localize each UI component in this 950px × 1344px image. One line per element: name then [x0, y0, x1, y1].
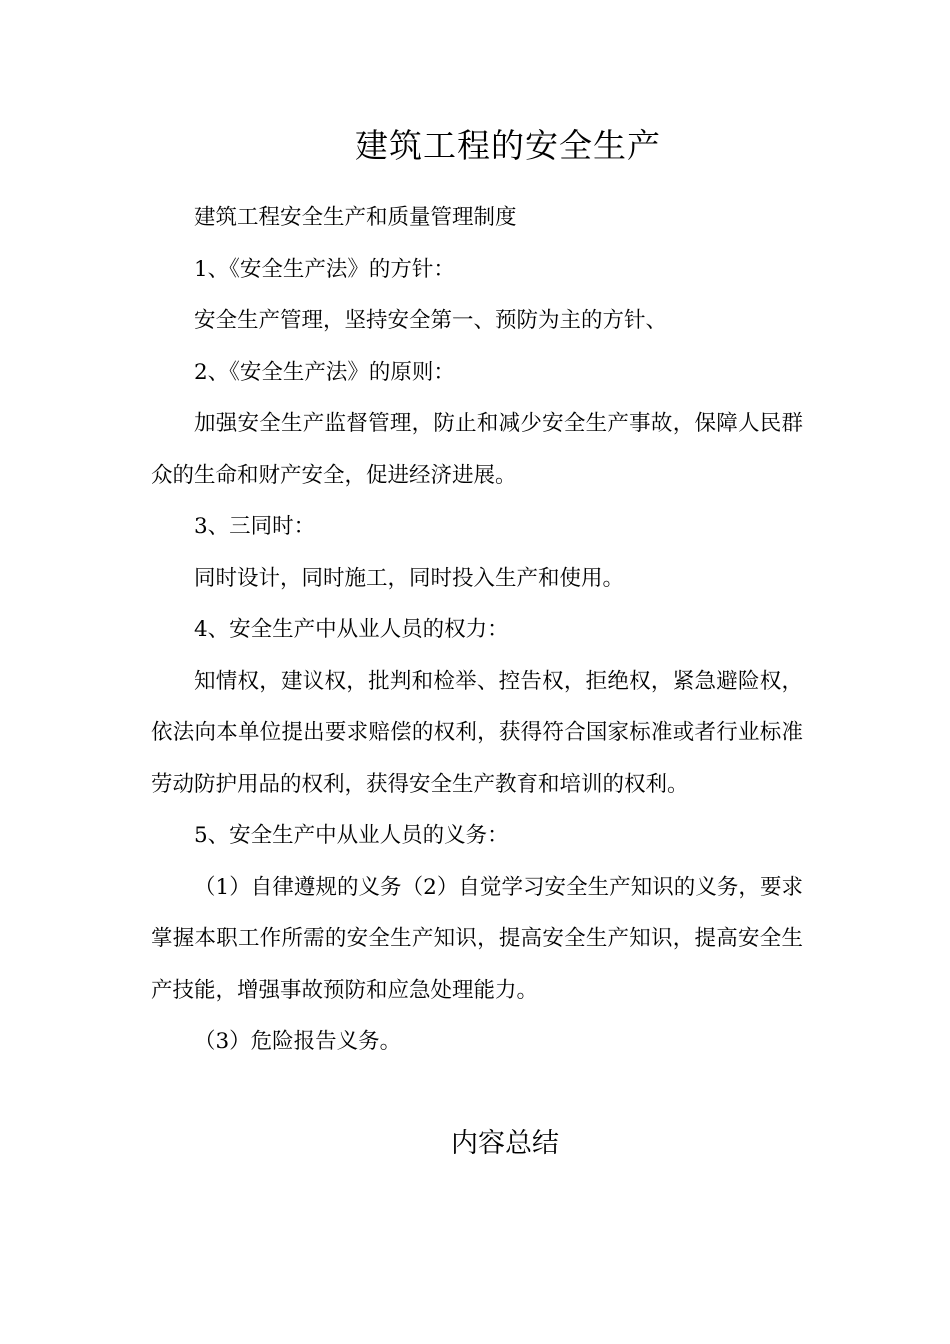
- summary-heading: 内容总结: [451, 1128, 559, 1159]
- paragraph-heading-1: 1、《安全生产法》的方针：: [194, 256, 455, 282]
- paragraph-principle: 加强安全生产监督管理，防止和减少安全生产事故，保障人民群众的生命和财产安全，促进经济进展。: [151, 411, 803, 488]
- document-body: [151, 192, 803, 1068]
- paragraph-policy: 安全生产管理，坚持安全第一、预防为主的方针、: [194, 308, 668, 333]
- paragraph-duty-report: （3）危险报告义务。: [194, 1029, 402, 1054]
- paragraph-heading-5: 5、安全生产中从业人员的义务：: [194, 823, 509, 848]
- paragraph-duties: （1）自律遵规的义务（2）自觉学习安全生产知识的义务，要求掌握本职工作所需的安全生产知识，提高安全生产知识，提高安全生产技能，增强事故预防和应急处理能力。: [151, 874, 803, 1003]
- paragraph-heading-3: 3、三同时：: [194, 514, 316, 539]
- paragraph-rights: 知情权，建议权，批判和检举、控告权，拒绝权，紧急避险权，依法向本单位提出要求赔偿的权利，获得符合国家标准或者行业标准劳动防护用品的权利，获得安全生产教育和培训的权利。: [151, 668, 803, 797]
- paragraph-intro: 建筑工程安全生产和质量管理制度: [194, 205, 517, 230]
- document-title: 建筑工程的安全生产: [355, 126, 661, 165]
- paragraph-heading-2: 2、《安全生产法》的原则：: [194, 359, 455, 385]
- paragraph-three-simultaneous: 同时设计，同时施工，同时投入生产和使用。: [194, 565, 625, 591]
- paragraph-heading-4: 4、安全生产中从业人员的权力：: [194, 617, 509, 642]
